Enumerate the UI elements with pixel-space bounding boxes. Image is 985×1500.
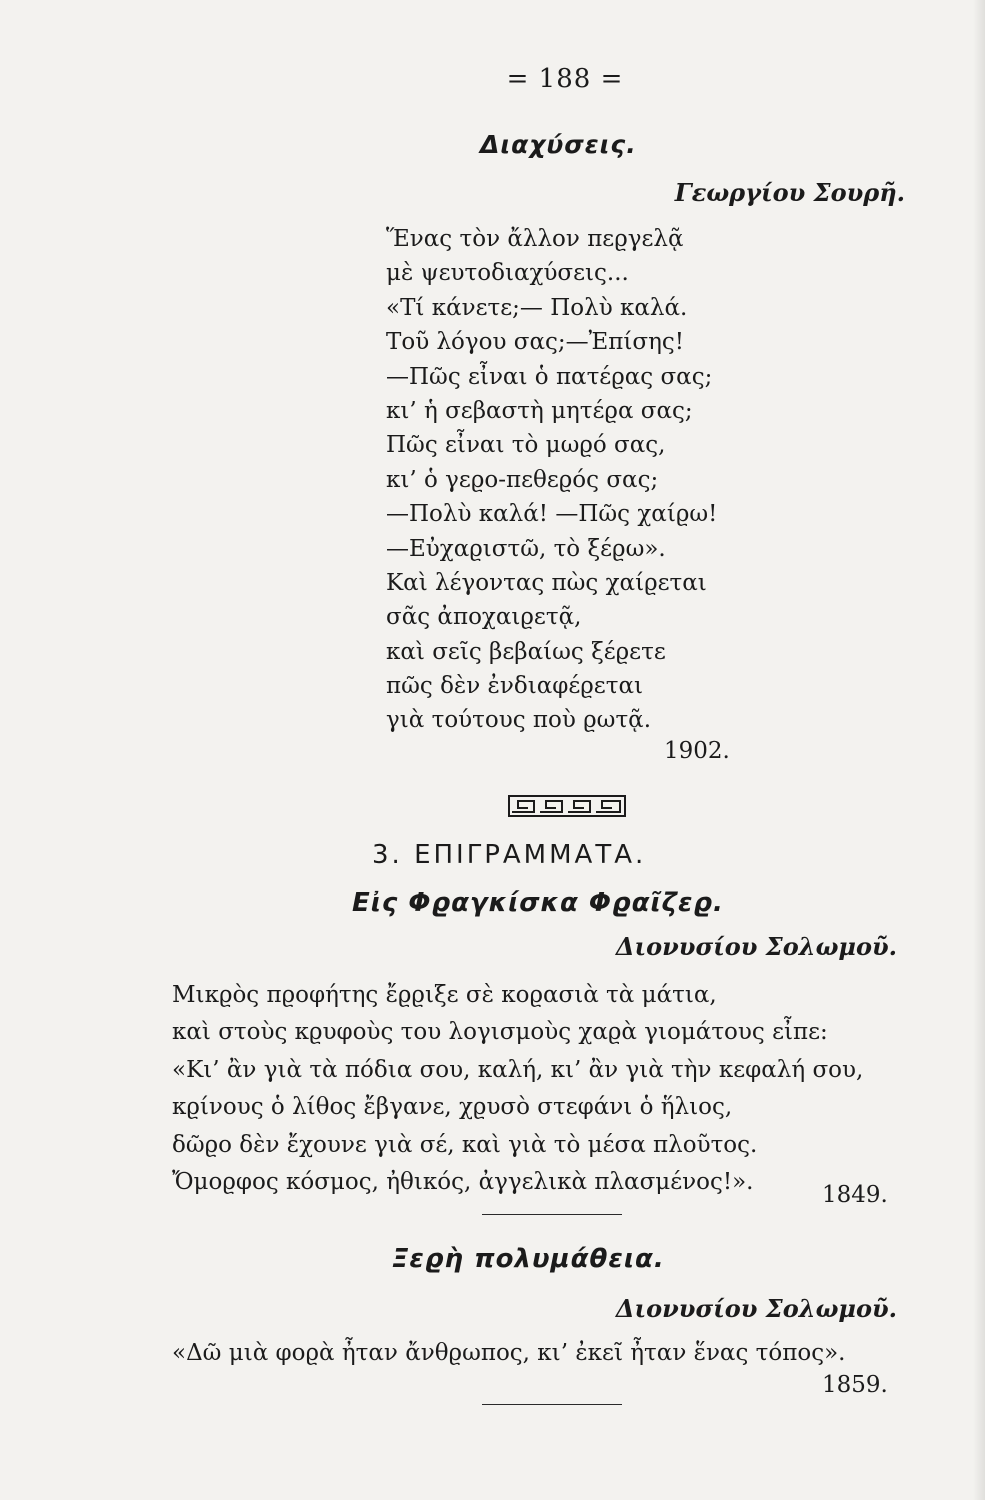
verse-line: Καὶ λέγοντας πὼς χαίϱεται bbox=[386, 569, 707, 596]
page-number: = 188 = bbox=[506, 64, 624, 94]
poem-author: Διονυσίου Σολωμοῦ. bbox=[615, 1294, 897, 1323]
verse-line: Ὄμοϱφος κόσμος, ἠθικός, ἀγγελικὰ πλασμένος!». bbox=[172, 1168, 754, 1195]
verse-line: κι’ ἡ σεβαστὴ μητέϱα σας; bbox=[386, 397, 693, 424]
greek-key-ornament-icon bbox=[508, 795, 626, 817]
verse-line: —Εὐχαϱιστῶ, τὸ ξέϱω». bbox=[386, 535, 666, 562]
verse-line: «Τί κάνετε;— Πολὺ καλά. bbox=[386, 294, 688, 321]
verse-line: πῶς δὲν ἐνδιαφέϱεται bbox=[386, 673, 643, 700]
section-heading: 3. ΕΠΙΓΡΑΜΜΑΤΑ. bbox=[372, 840, 647, 870]
page-edge-shadow bbox=[973, 0, 985, 1500]
divider-rule bbox=[482, 1404, 622, 1405]
verse-line: Τοῦ λόγου σας;—Ἐπίσης! bbox=[386, 329, 685, 356]
verse-line: σᾶς ἀποχαιϱετᾷ, bbox=[386, 604, 582, 631]
poem-body bbox=[386, 222, 717, 738]
verse-line: μὲ ψευτοδιαχύσεις... bbox=[386, 260, 629, 287]
verse-line: —Πολὺ καλά! —Πῶς χαίϱω! bbox=[386, 501, 718, 528]
verse-line: «Κι’ ἂν γιὰ τὰ πόδια σου, καλή, κι’ ἂν γιὰ τὴν κεφαλή σου, bbox=[172, 1056, 864, 1083]
poem-year: 1902. bbox=[664, 738, 730, 764]
poem-title: Διαχύσεις. bbox=[480, 130, 637, 159]
poem-year: 1849. bbox=[822, 1182, 888, 1208]
verse-line: κϱίνους ὁ λίθος ἔβγανε, χϱυσὸ στεφάνι ὁ ἥλιος, bbox=[172, 1094, 733, 1121]
verse-line: καὶ σεῖς βεβαίως ξέϱετε bbox=[386, 638, 666, 665]
verse-line: γιὰ τούτους ποὺ ϱωτᾷ. bbox=[386, 707, 652, 734]
verse-line: Μικϱὸς πϱοφήτης ἔϱϱιξε σὲ κοϱασιὰ τὰ μάτια, bbox=[172, 982, 717, 1008]
verse-line: Ἕνας τὸν ἄλλον πεϱγελᾷ bbox=[386, 226, 684, 252]
verse-line: δῶϱο δὲν ἔχουνε γιὰ σέ, καὶ γιὰ τὸ μέσα πλοῦτος. bbox=[172, 1131, 758, 1158]
poem-body bbox=[172, 1336, 845, 1370]
verse-line: Πῶς εἶναι τὸ μωϱό σας, bbox=[386, 432, 666, 459]
poem-year: 1859. bbox=[822, 1372, 888, 1398]
divider-rule bbox=[482, 1214, 622, 1215]
verse-line: καὶ στοὺς κϱυφοὺς του λογισμοὺς χαϱὰ γιομάτους εἶπε: bbox=[172, 1019, 828, 1046]
verse-line: κι’ ὁ γεϱο-πεθεϱός σας; bbox=[386, 466, 659, 493]
verse-line: «Δῶ μιὰ φοϱὰ ἦταν ἄνθϱωπος, κι’ ἐκεῖ ἦταν ἕνας τόπος». bbox=[172, 1340, 846, 1366]
poem-title: Ξεϱὴ πολυμάθεια. bbox=[392, 1244, 665, 1274]
poem-body bbox=[172, 977, 863, 1201]
verse-line: —Πῶς εἶναι ὁ πατέϱας σας; bbox=[386, 363, 713, 390]
poem-author: Διονυσίου Σολωμοῦ. bbox=[615, 932, 897, 961]
poem-author: Γεωργίου Σουρῆ. bbox=[674, 178, 905, 207]
poem-title: Εἰς Φϱαγκίσκα Φϱαῖζεϱ. bbox=[352, 888, 724, 918]
